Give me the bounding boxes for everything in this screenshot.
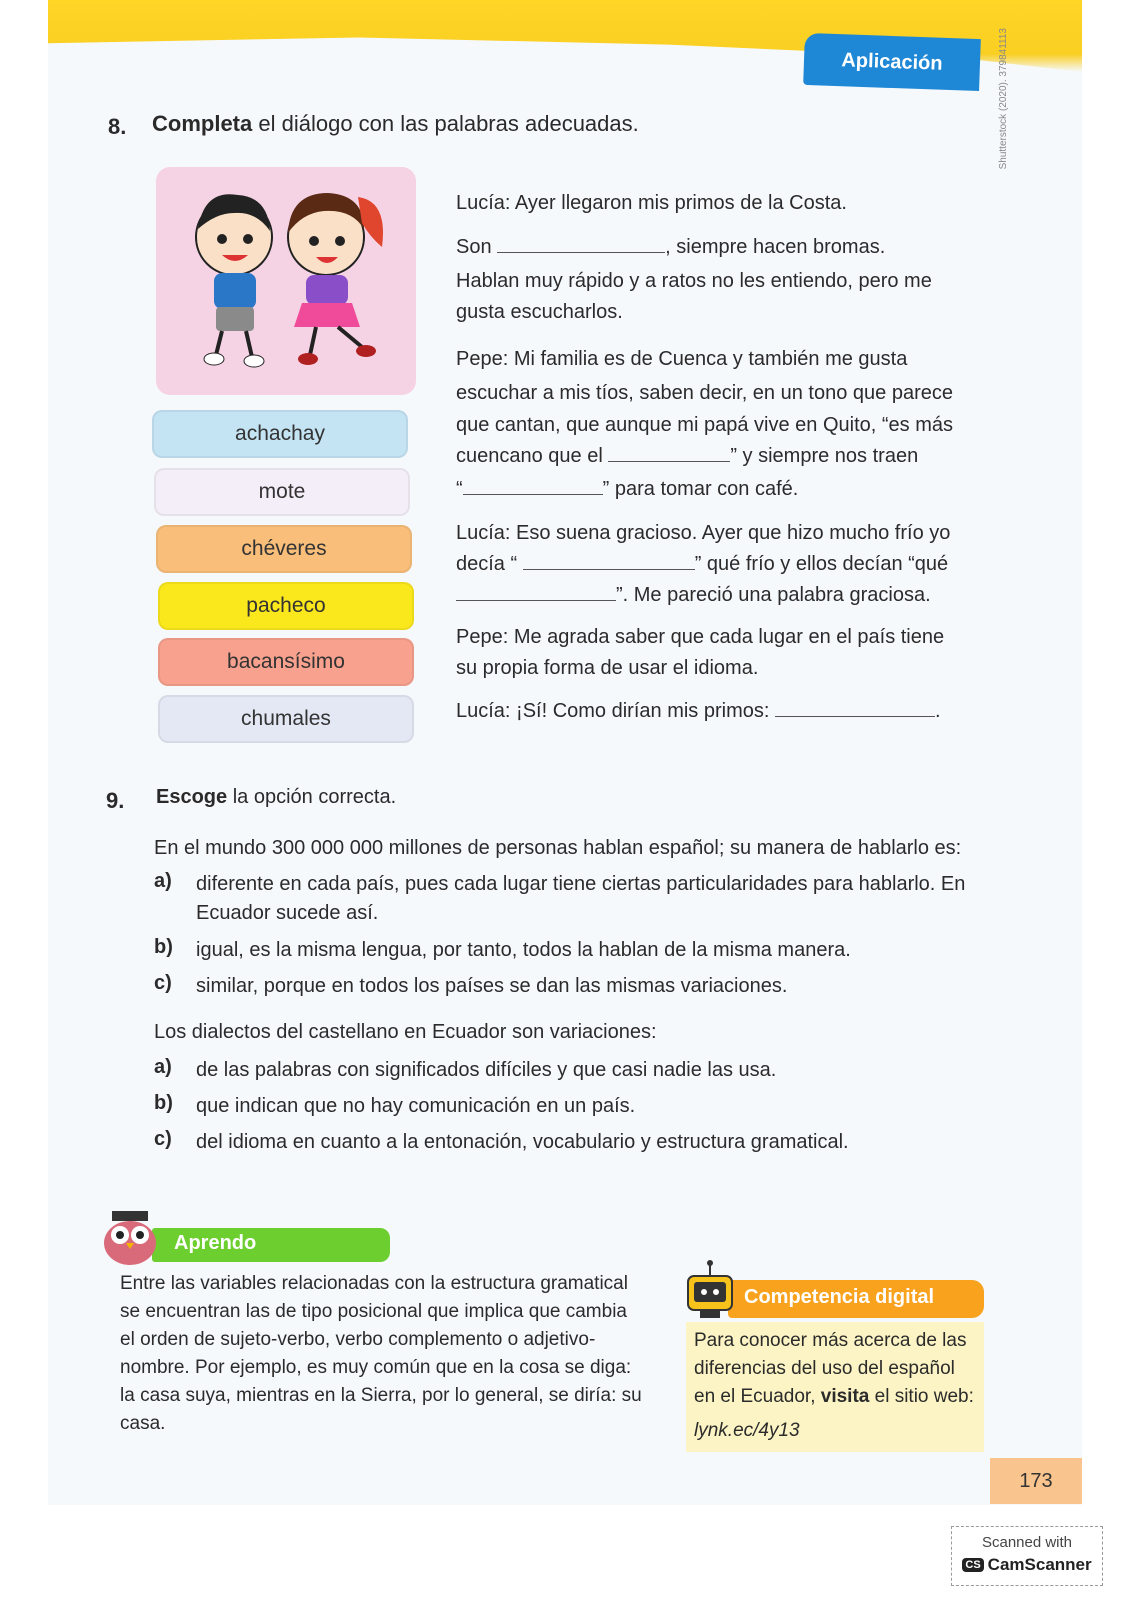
dialog-line-6: escuchar a mis tíos, saben decir, en un tono que parece	[456, 382, 953, 404]
q2-option-a[interactable]: de las palabras con significados difíciles y que casi nadie las usa.	[196, 1059, 777, 1081]
aprendo-label: Aprendo	[174, 1232, 257, 1254]
answer-blank-5[interactable]	[456, 580, 616, 601]
dialog-line-7: que cantan, que aunque mi papá vive en Quito, “es más	[456, 414, 953, 436]
dialog-line-2: Son , siempre hacen bromas.	[456, 232, 976, 263]
aprendo-text: Entre las variables relacionadas con la estructura gramatical se encuentran las de tipo posicional que implica que cambia el orden de sujeto-verbo, verbo complemento o adjetivo- nombre. Por ejemplo, es muy común que en la cosa se diga: la casa suya, mientras en la Sierra, por lo general, se diría: su casa.	[120, 1273, 642, 1434]
digital-text: Para conocer más acerca de las diferencias del uso del español en el Ecuador, visita el sitio web: lynk.ec/4y13	[694, 1330, 974, 1441]
q2-option-b[interactable]: que indican que no hay comunicación en un país.	[196, 1095, 636, 1117]
dialog-line-13: Pepe: Me agrada saber que cada lugar en el país tiene	[456, 626, 945, 648]
word-chip-achachay: achachay	[152, 410, 408, 458]
dialog-line-15: Lucía: ¡Sí! Como dirían mis primos: .	[456, 696, 976, 727]
answer-blank-6[interactable]	[775, 696, 935, 717]
dialog-line-3: Hablan muy rápido y a ratos no les entiendo, pero me	[456, 270, 932, 292]
question-1-prompt: En el mundo 300 000 000 millones de personas hablan español; su manera de hablarlo es:	[154, 837, 962, 859]
dialog-line-9: “ ” para tomar con café.	[456, 474, 976, 505]
answer-blank-1[interactable]	[497, 232, 665, 253]
q1-option-c-letter: c)	[154, 972, 172, 994]
exercise-8-title: Completa el diálogo con las palabras adecuadas.	[152, 111, 639, 136]
digital-label: Competencia digital	[744, 1286, 935, 1308]
answer-blank-3[interactable]	[463, 474, 603, 495]
answer-blank-2[interactable]	[608, 441, 730, 462]
q2-option-a-letter: a)	[154, 1056, 172, 1078]
q1-option-c[interactable]: similar, porque en todos los países se dan las mismas variaciones.	[196, 975, 788, 997]
page-number: 173	[990, 1458, 1082, 1504]
question-2-prompt: Los dialectos del castellano en Ecuador son variaciones:	[154, 1021, 657, 1043]
word-chip-bacansisimo: bacansísimo	[158, 638, 414, 686]
q1-option-b-letter: b)	[154, 936, 173, 958]
q1-option-a[interactable]: diferente en cada país, pues cada lugar tiene ciertas particularidades para hablarlo. En Ecuador sucede así.	[196, 873, 966, 924]
dialog-line-1: Lucía: Ayer llegaron mis primos de la Costa.	[456, 192, 847, 214]
camscanner-watermark: Scanned with CS CamScanner	[951, 1526, 1103, 1586]
q2-option-c-letter: c)	[154, 1128, 172, 1150]
exercise-9-title: Escoge la opción correcta.	[156, 786, 397, 808]
answer-blank-4[interactable]	[523, 549, 695, 570]
image-credit: Shutterstock (2020). 379841113	[998, 28, 1009, 170]
dialog-line-10: Lucía: Eso suena gracioso. Ayer que hizo mucho frío yo	[456, 522, 951, 544]
children-illustration	[156, 167, 416, 395]
dialog-line-8: cuencano que el ” y siempre nos traen	[456, 441, 976, 472]
website-link[interactable]: lynk.ec/4y13	[694, 1420, 800, 1441]
dialog-line-12: ”. Me pareció una palabra graciosa.	[456, 580, 976, 611]
dialog-line-5: Pepe: Mi familia es de Cuenca y también me gusta	[456, 348, 908, 370]
owl-icon	[98, 1205, 162, 1267]
q2-option-c[interactable]: del idioma en cuanto a la entonación, vocabulario y estructura gramatical.	[196, 1131, 849, 1153]
children-drawing	[156, 167, 416, 395]
exercise-8-number: 8.	[108, 114, 127, 139]
dialog-line-11: decía “ ” qué frío y ellos decían “qué	[456, 549, 976, 580]
word-chip-cheveres: chéveres	[156, 525, 412, 573]
word-chip-pacheco: pacheco	[158, 582, 414, 630]
q1-option-b[interactable]: igual, es la misma lengua, por tanto, todos la hablan de la misma manera.	[196, 939, 851, 961]
word-chip-mote: mote	[154, 468, 410, 516]
dialog-line-4: gusta escucharlos.	[456, 301, 623, 323]
dialog-line-14: su propia forma de usar el idioma.	[456, 657, 759, 679]
q1-option-a-letter: a)	[154, 870, 172, 892]
section-tab: Aplicación	[803, 33, 981, 91]
exercise-9-number: 9.	[106, 788, 125, 813]
q2-option-b-letter: b)	[154, 1092, 173, 1114]
robot-computer-icon	[682, 1258, 738, 1322]
word-chip-chumales: chumales	[158, 695, 414, 743]
camscanner-logo-icon: CS	[962, 1558, 983, 1572]
